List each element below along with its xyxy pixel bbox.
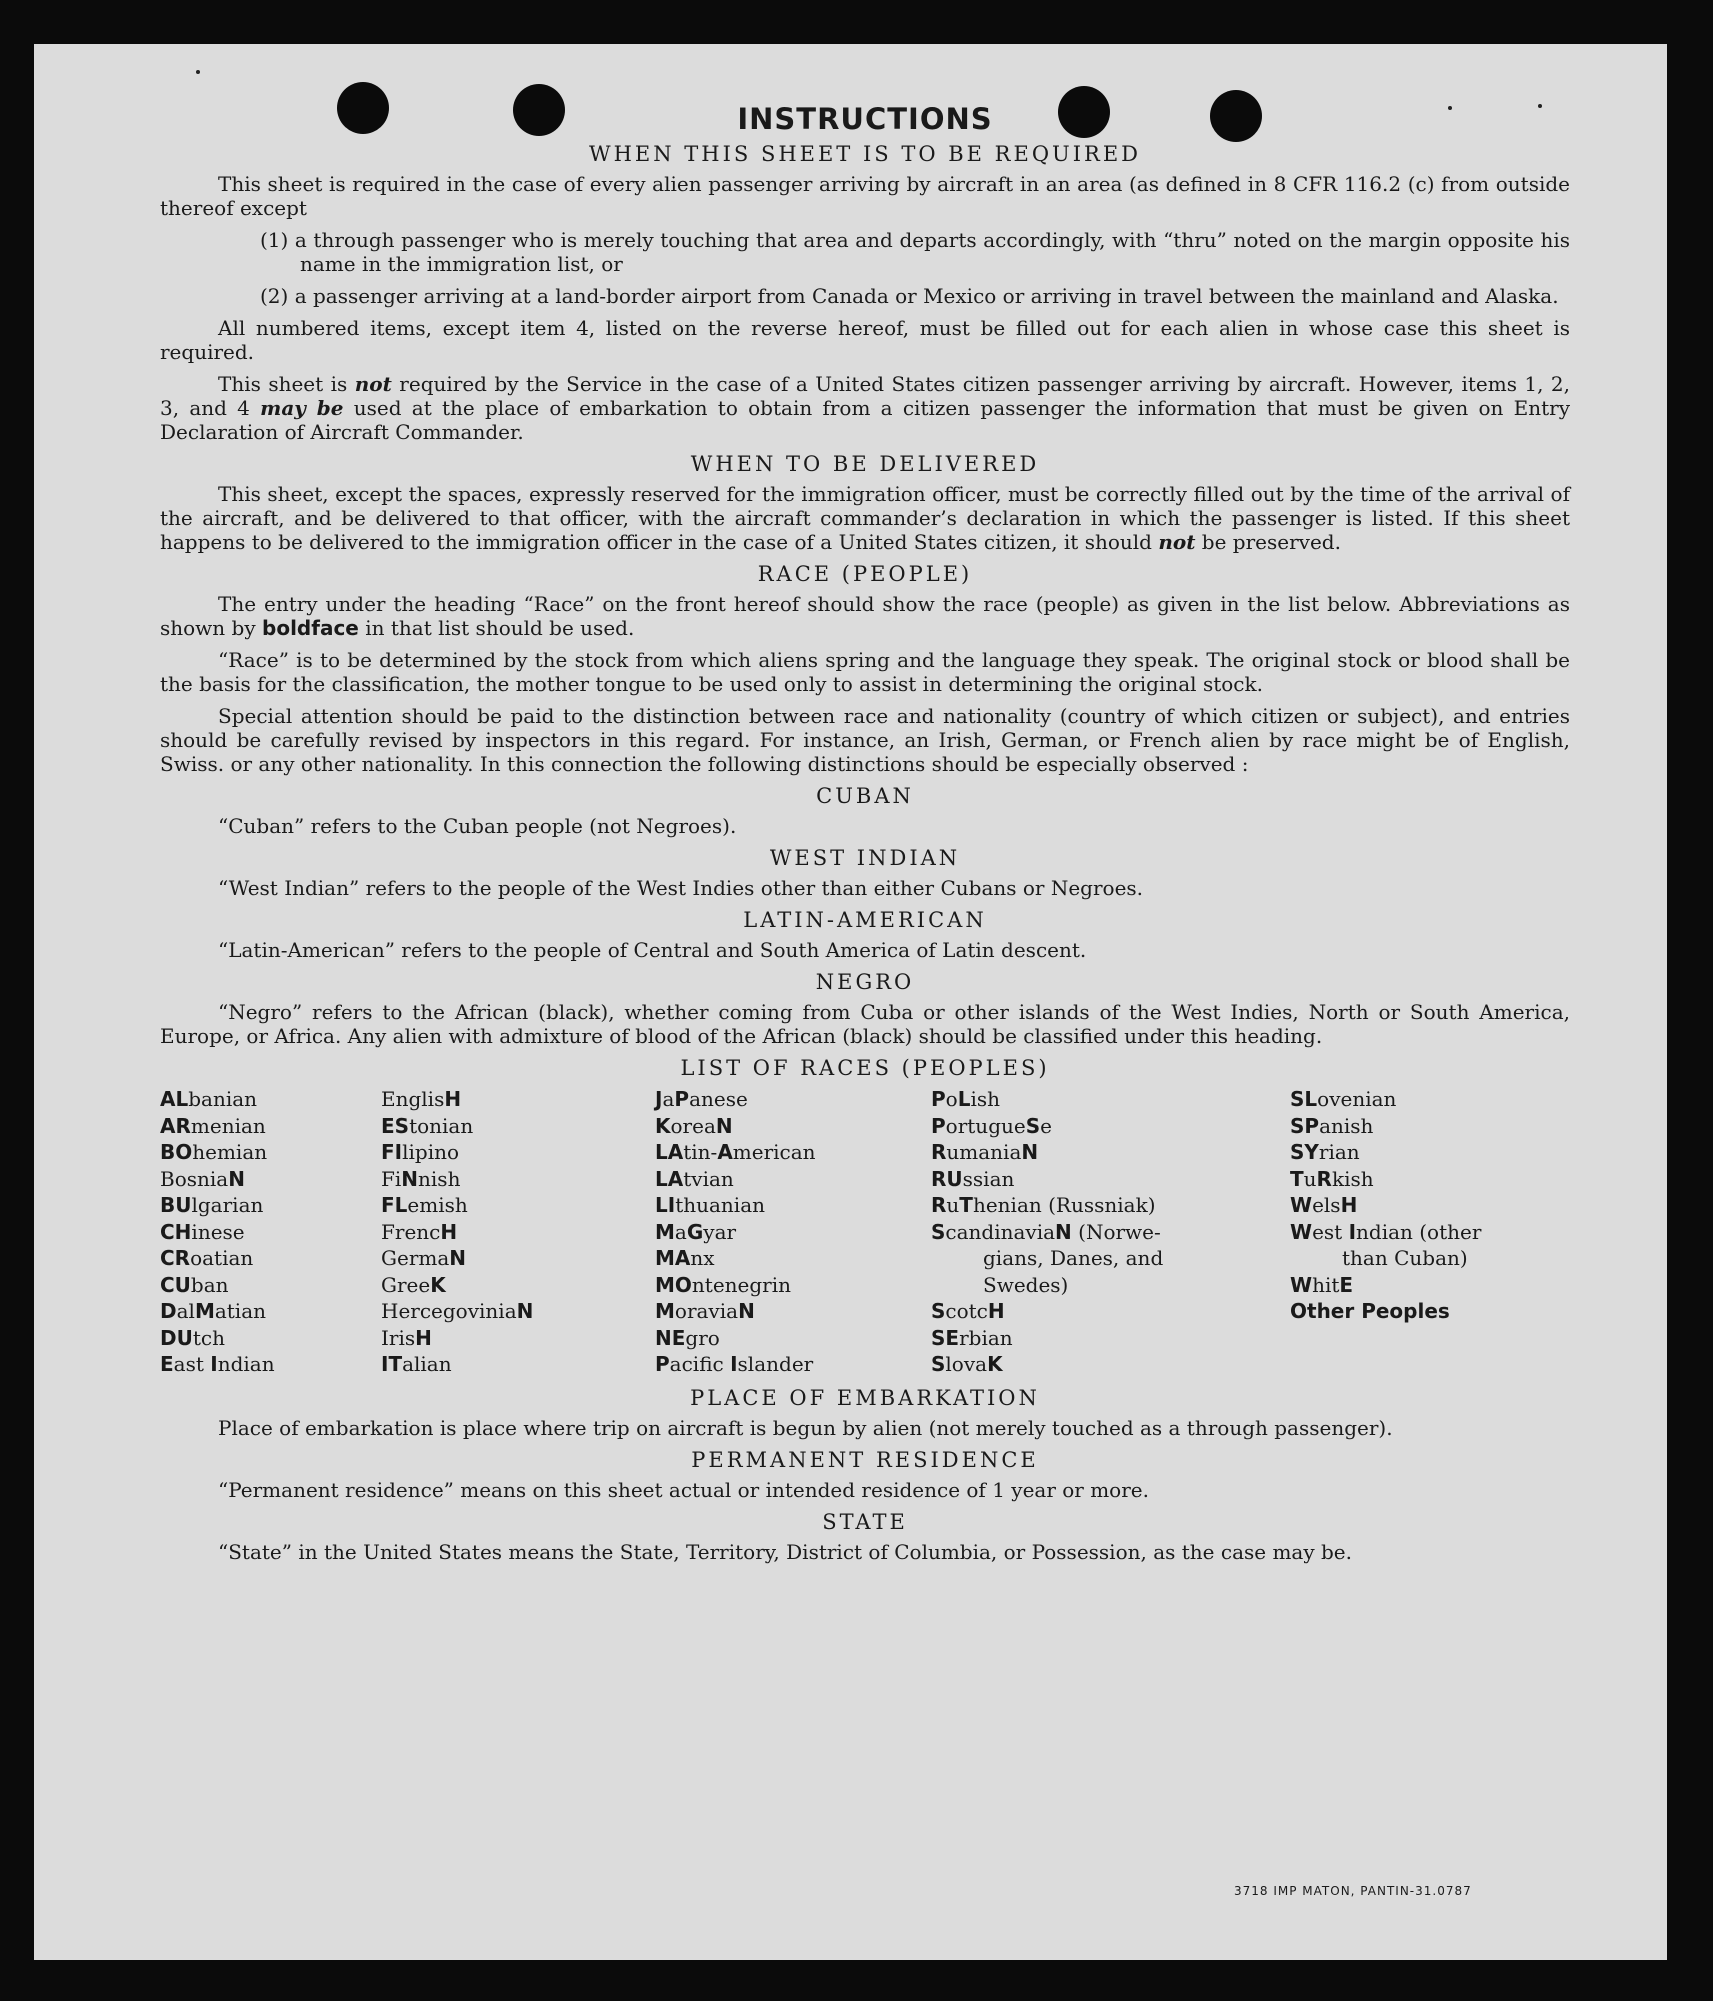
race-abbrev: E (1339, 1272, 1354, 1297)
race-entry (931, 1113, 1290, 1140)
race-entry (1290, 1219, 1540, 1246)
race-abbrev: CH (160, 1219, 192, 1244)
document-sheet (34, 44, 1667, 1960)
race-entry (1290, 1086, 1540, 1113)
race-text: u (946, 1193, 960, 1217)
race-text: Bosnia (160, 1166, 229, 1191)
race-text: kish (1331, 1166, 1374, 1191)
race-text: ish (970, 1087, 1001, 1111)
race-abbrev: ES (381, 1113, 410, 1138)
race-abbrev: H (415, 1325, 432, 1350)
text-run-bold: boldface (262, 616, 359, 640)
race-text: Germa (381, 1246, 450, 1270)
race-text: cotc (945, 1299, 988, 1323)
race-text: u (1303, 1166, 1317, 1191)
race-text: umania (946, 1140, 1022, 1164)
heading-west-indian: WEST INDIAN (769, 846, 961, 870)
race-text: yar (703, 1219, 737, 1244)
race-entry (1290, 1113, 1540, 1140)
races-list (160, 1086, 1570, 1378)
heading-place-of-embarkation: PLACE OF EMBARKATION (690, 1385, 1040, 1410)
race-abbrev: LA (655, 1166, 684, 1191)
race-text: ntenegrin (691, 1272, 792, 1297)
race-entry (655, 1219, 931, 1246)
text-run-italic: not (354, 372, 392, 396)
race-entry (655, 1351, 931, 1378)
race-abbrev: N (228, 1166, 245, 1191)
race-abbrev: S (931, 1299, 946, 1323)
race-abbrev: DU (160, 1325, 193, 1350)
race-text: o (945, 1087, 958, 1111)
race-text: gians, Danes, and (983, 1246, 1164, 1270)
race-entry (1290, 1245, 1540, 1272)
race-entry (931, 1245, 1290, 1272)
text-run: This sheet is (218, 372, 355, 396)
race-text: lgarian (191, 1193, 264, 1217)
race-abbrev: AL (160, 1087, 189, 1111)
race-text: inese (191, 1219, 245, 1244)
race-text: acific (669, 1352, 731, 1376)
race-abbrev: J (655, 1087, 663, 1111)
race-entry (381, 1166, 655, 1193)
race-text: gro (685, 1325, 720, 1350)
paragraph: “West Indian” refers to the people of the West Indies other than either Cubans or Negroes. (218, 876, 1144, 900)
text-run-italic: may be (260, 396, 344, 420)
race-text: alian (402, 1352, 452, 1376)
race-entry (655, 1086, 931, 1113)
race-text: tvian (683, 1166, 734, 1191)
race-text: hit (1312, 1272, 1340, 1297)
page-title: INSTRUCTIONS (737, 102, 993, 136)
race-entry (1290, 1272, 1540, 1299)
race-entry (381, 1219, 655, 1246)
paragraph: “Negro” refers to the African (black), whether coming from Cuba or other islands of the West Indies, North or South America, Europe, or Africa. Any alien with admixture of blood of the African (black) should be classified under this heading. (160, 1000, 1570, 1048)
paragraph: “State” in the United States means the State, Territory, District of Columbia, or Possession, as the case may be. (218, 1539, 1352, 1564)
race-abbrev: K (655, 1113, 671, 1138)
race-text: ban (190, 1272, 229, 1297)
race-abbrev: L (957, 1087, 971, 1111)
race-entry (381, 1086, 655, 1113)
race-abbrev: N (449, 1246, 467, 1270)
race-abbrev: R (931, 1140, 947, 1164)
race-text: rian (1318, 1140, 1360, 1164)
race-abbrev: K (430, 1272, 446, 1297)
races-column (655, 1086, 931, 1378)
race-abbrev: MO (655, 1272, 692, 1297)
paragraph: “Cuban” refers to the Cuban people (not Negroes). (218, 814, 737, 838)
race-entry (655, 1245, 931, 1272)
race-entry (160, 1351, 381, 1378)
race-text: than Cuban) (1342, 1246, 1468, 1270)
race-abbrev: W (1290, 1272, 1313, 1297)
race-text: thuanian (675, 1193, 765, 1217)
race-abbrev: E (160, 1352, 174, 1376)
heading-latin-american: LATIN-AMERICAN (743, 908, 987, 932)
race-entry (160, 1325, 381, 1352)
race-entry (931, 1192, 1290, 1219)
race-text: oravia (674, 1299, 739, 1323)
race-abbrev: BU (160, 1193, 192, 1217)
race-entry (381, 1245, 655, 1272)
race-text: anish (1319, 1113, 1374, 1138)
race-text: rbian (959, 1325, 1013, 1350)
race-entry (1290, 1298, 1540, 1325)
races-column (160, 1086, 381, 1378)
race-abbrev: I (730, 1352, 738, 1376)
paragraph: All numbered items, except item 4, listed on the reverse hereof, must be filled out for each alien in whose case this sheet is required. (160, 316, 1570, 364)
race-text: banian (188, 1087, 258, 1111)
race-text: henian (Russniak) (972, 1193, 1156, 1217)
race-entry (1290, 1192, 1540, 1219)
race-entry (931, 1325, 1290, 1352)
race-text: ast (173, 1352, 211, 1376)
race-text: ortugue (945, 1113, 1026, 1138)
race-text: lova (945, 1352, 988, 1376)
race-entry (160, 1086, 381, 1113)
race-abbrev: SP (1290, 1113, 1320, 1138)
race-entry (655, 1272, 931, 1299)
race-text: ndian (other (1356, 1219, 1482, 1244)
race-text: ovenian (1317, 1087, 1397, 1111)
race-text: Swedes) (983, 1272, 1069, 1297)
race-abbrev: N (516, 1299, 534, 1323)
race-entry (655, 1166, 931, 1193)
race-entry (1290, 1139, 1540, 1166)
race-abbrev: H (444, 1087, 462, 1111)
race-abbrev: MA (655, 1246, 691, 1270)
race-entry (160, 1113, 381, 1140)
race-abbrev: N (1021, 1140, 1039, 1164)
race-text: nx (690, 1246, 715, 1270)
race-text: hemian (192, 1140, 268, 1164)
race-abbrev: T (959, 1193, 973, 1217)
race-text: a (674, 1219, 687, 1244)
race-entry (655, 1298, 931, 1325)
races-column (1290, 1086, 1540, 1378)
race-text: (Norwe- (1071, 1219, 1161, 1244)
race-text: atian (214, 1299, 267, 1323)
text-run: used at the place of embarkation to obtain from a citizen passenger the information that must be given on Entry Declaration of Aircraft Commander. (160, 396, 1570, 444)
race-abbrev: FI (381, 1140, 403, 1164)
race-abbrev: T (1290, 1166, 1304, 1191)
race-abbrev: S (931, 1352, 946, 1376)
paragraph: Place of embarkation is place where trip on aircraft is begun by alien (not merely touched as a through passenger). (218, 1415, 1393, 1440)
race-entry (381, 1139, 655, 1166)
race-entry (381, 1351, 655, 1378)
race-abbrev: W (1290, 1193, 1313, 1217)
race-abbrev: M (194, 1299, 215, 1323)
race-entry (655, 1113, 931, 1140)
race-abbrev: BO (160, 1140, 193, 1164)
race-entry (655, 1139, 931, 1166)
race-entry (931, 1139, 1290, 1166)
race-abbrev: AR (160, 1113, 191, 1138)
race-text: ndian (217, 1352, 275, 1376)
race-abbrev: K (987, 1352, 1003, 1376)
race-abbrev: N (738, 1299, 755, 1323)
race-entry (1290, 1166, 1540, 1193)
race-text: candinavia (945, 1219, 1056, 1244)
race-abbrev: P (931, 1087, 946, 1111)
races-column (931, 1086, 1290, 1378)
paragraph (160, 592, 1570, 640)
race-abbrev: S (931, 1219, 946, 1244)
race-entry (160, 1192, 381, 1219)
race-entry (160, 1298, 381, 1325)
heading-when-required: WHEN THIS SHEET IS TO BE REQUIRED (588, 142, 1142, 166)
race-entry (160, 1166, 381, 1193)
race-text: orea (670, 1113, 716, 1138)
race-abbrev: N (401, 1166, 419, 1191)
race-text: Fi (381, 1166, 402, 1191)
race-text: Frenc (381, 1219, 441, 1244)
race-abbrev: N (715, 1113, 733, 1138)
race-abbrev: Other Peoples (1290, 1299, 1450, 1323)
race-text: Iris (381, 1325, 416, 1350)
document-body (160, 102, 1570, 1572)
list-item: (1) a through passenger who is merely touching that area and departs accordingly, with “thru” noted on the margin opposite his name in the immigration list, or (260, 228, 1570, 276)
race-text: menian (190, 1113, 266, 1138)
race-text: tin- (683, 1140, 718, 1164)
race-entry (160, 1219, 381, 1246)
race-abbrev: A (717, 1140, 733, 1164)
race-entry (160, 1139, 381, 1166)
race-entry (931, 1219, 1290, 1246)
race-abbrev: SY (1290, 1140, 1319, 1164)
race-entry (381, 1113, 655, 1140)
list-item: (2) a passenger arriving at a land-border airport from Canada or Mexico or arriving in travel between the mainland and Alaska. (260, 284, 1559, 308)
race-abbrev: LA (655, 1140, 684, 1164)
race-abbrev: SE (931, 1325, 960, 1350)
race-text: anese (689, 1087, 748, 1111)
race-text: els (1312, 1193, 1341, 1217)
race-abbrev: P (655, 1352, 670, 1376)
race-abbrev: RU (931, 1166, 963, 1191)
paragraph (160, 482, 1570, 554)
race-abbrev: H (1340, 1193, 1358, 1217)
race-text: ssian (962, 1166, 1015, 1191)
race-text: Englis (381, 1087, 445, 1111)
race-text: nish (418, 1166, 461, 1191)
heading-state: STATE (822, 1509, 908, 1534)
race-entry (931, 1351, 1290, 1378)
race-entry (381, 1192, 655, 1219)
race-entry (160, 1245, 381, 1272)
paragraph: “Permanent residence” means on this sheet actual or intended residence of 1 year or more. (218, 1477, 1149, 1502)
race-abbrev: S (1025, 1113, 1041, 1138)
race-abbrev: FL (381, 1193, 408, 1217)
race-abbrev: R (931, 1193, 947, 1217)
race-text: est (1312, 1219, 1349, 1244)
race-entry (160, 1272, 381, 1299)
race-text: tonian (409, 1113, 474, 1138)
text-run: required by the Service in the case of a United States citizen passenger arriving by aircraft. However, items 1, 2, 3, and 4 (160, 372, 1571, 420)
race-abbrev: W (1290, 1219, 1313, 1244)
races-column (381, 1086, 655, 1378)
race-abbrev: H (440, 1219, 458, 1244)
race-abbrev: I (1348, 1219, 1357, 1244)
heading-when-delivered: WHEN TO BE DELIVERED (690, 452, 1040, 476)
race-text: Hercegovinia (381, 1299, 517, 1323)
race-text: e (1040, 1113, 1052, 1138)
race-abbrev: P (674, 1087, 690, 1111)
race-entry (655, 1192, 931, 1219)
text-run: The entry under the heading “Race” on the front hereof should show the race (people) as given in the list below. Abbreviations as shown by (160, 592, 1570, 640)
race-text: Gree (381, 1272, 431, 1297)
text-run: This sheet, except the spaces, expressly reserved for the immigration officer, must be correctly filled out by the time of the arrival of the aircraft, and be delivered to that officer, with the aircraft commander’s declaration in which the passenger is listed. If this sheet happens to be delivered to the immigration officer in the case of a United States citizen, it should (160, 482, 1570, 554)
race-abbrev: NE (655, 1325, 686, 1350)
heading-race: RACE (PEOPLE) (757, 562, 973, 586)
race-entry (655, 1325, 931, 1352)
race-entry (381, 1325, 655, 1352)
race-abbrev: G (686, 1219, 704, 1244)
race-text: al (176, 1299, 195, 1323)
paragraph (160, 372, 1570, 444)
race-entry (931, 1298, 1290, 1325)
paragraph: “Race” is to be determined by the stock from which aliens spring and the language they speak. The original stock or blood shall be the basis for the classification, the mother tongue to be used only to assist in determining the original stock. (160, 648, 1570, 696)
race-text: merican (732, 1140, 816, 1164)
race-text: a (662, 1087, 675, 1111)
race-abbrev: N (1055, 1219, 1072, 1244)
race-entry (381, 1272, 655, 1299)
race-entry (381, 1298, 655, 1325)
race-abbrev: M (655, 1219, 675, 1244)
race-abbrev: P (931, 1113, 946, 1138)
race-abbrev: SL (1290, 1087, 1318, 1111)
race-abbrev: LI (655, 1193, 676, 1217)
race-abbrev: I (210, 1352, 218, 1376)
race-abbrev: D (160, 1299, 177, 1323)
race-abbrev: H (987, 1299, 1005, 1323)
heading-negro: NEGRO (815, 970, 915, 994)
race-entry (931, 1086, 1290, 1113)
race-text: slander (737, 1352, 814, 1376)
paragraph: “Latin-American” refers to the people of Central and South America of Latin descent. (218, 938, 1087, 962)
race-entry (931, 1166, 1290, 1193)
text-run: be preserved. (1195, 530, 1341, 554)
paragraph: Special attention should be paid to the distinction between race and nationality (country of which citizen or subject), and entries should be carefully revised by inspectors in this regard. For instance, an Irish, German, or French alien by race might be of English, Swiss. or any other nationality. In this connection the following distinctions should be especially observed : (160, 704, 1570, 776)
race-text: emish (407, 1193, 468, 1217)
paragraph: This sheet is required in the case of every alien passenger arriving by aircraft in an area (as defined in 8 CFR 116.2 (c) from outside thereof except (160, 172, 1570, 220)
race-abbrev: M (655, 1299, 675, 1323)
race-abbrev: CU (160, 1272, 191, 1297)
text-run: in that list should be used. (358, 616, 635, 640)
print-footer: 3718 IMP MATON, PANTIN-31.0787 (1234, 1884, 1472, 1898)
heading-permanent-residence: PERMANENT RESIDENCE (691, 1447, 1039, 1472)
race-entry (931, 1272, 1290, 1299)
heading-list-of-races: LIST OF RACES (PEOPLES) (680, 1056, 1050, 1080)
text-run-italic: not (1158, 530, 1196, 554)
race-abbrev: CR (160, 1246, 191, 1270)
race-text: oatian (190, 1246, 254, 1270)
race-text: lipino (402, 1140, 460, 1164)
heading-cuban: CUBAN (816, 784, 914, 808)
race-abbrev: R (1316, 1166, 1332, 1191)
speck (196, 70, 200, 74)
race-abbrev: IT (381, 1352, 403, 1376)
race-text: tch (192, 1325, 225, 1350)
